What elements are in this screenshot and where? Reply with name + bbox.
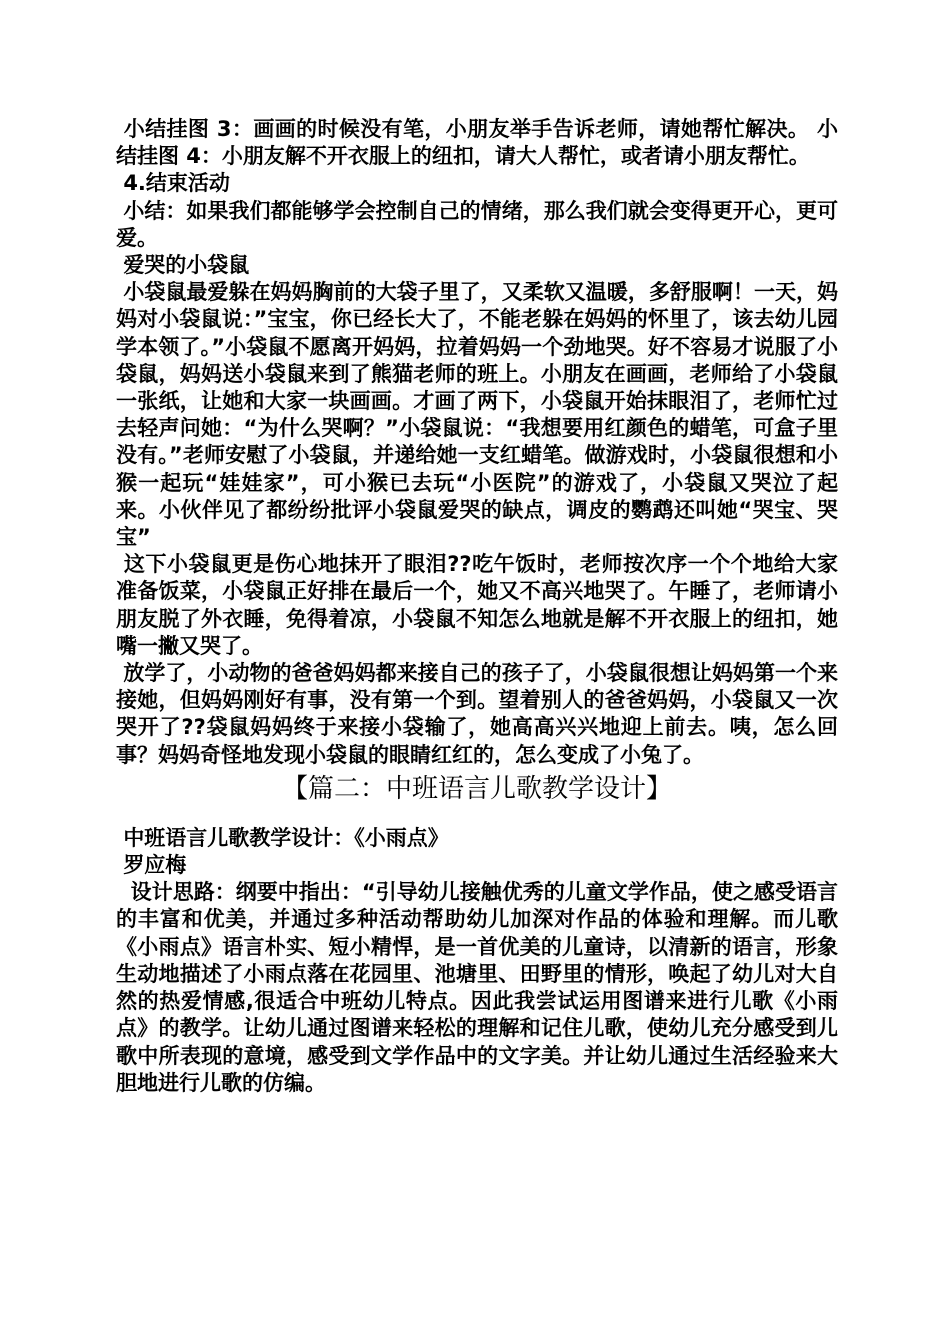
document-page: [116, 116, 838, 1097]
story-paragraph-2: 这下小袋鼠更是伤心地抹开了眼泪??吃午饭时，老师按次序一个个地给大家准备饭菜，小袋鼠正好排在最后一个，她又不高兴地哭了。午睡了，老师请小朋友脱了外衣睡，免得着凉，小袋鼠不知怎么地就是解不开衣服上的纽扣，她嘴一撇又哭了。: [116, 552, 838, 658]
paragraph-summary-charts: 小结挂图 3：画画的时候没有笔，小朋友举手告诉老师，请她帮忙解决。 小结挂图 4：小朋友解不开衣服上的纽扣，请大人帮忙，或者请小朋友帮忙。: [116, 117, 839, 169]
story-paragraph-1: 小袋鼠最爱躲在妈妈胸前的大袋子里了，又柔软又温暖，多舒服啊！一天，妈妈对小袋鼠说：”宝宝，你已经长大了，不能老躲在妈妈的怀里了，该去幼儿园学本领了。”小袋鼠不愿离开妈妈，拉着妈妈一个劲地哭。好不容易才说服了小袋鼠，妈妈送小袋鼠来到了熊猫老师的班上。小朋友在画画，老师给了小袋鼠一张纸，让她和大家一块画画。才画了两下，小袋鼠开始抹眼泪了，老师忙过去轻声问她：“为什么哭啊？”小袋鼠说：“我想要用红颜色的蜡笔，可盒子里没有。”老师安慰了小袋鼠，并递给她一支红蜡笔。做游戏时，小袋鼠很想和小猴一起玩“娃娃家”，可小猴已去玩“小医院”的游戏了，小袋鼠又哭泣了起来。小伙伴见了都纷纷批评小袋鼠爱哭的缺点，调皮的鹦鹉还叫她“哭宝、哭宝”: [116, 280, 839, 550]
story-paragraph-3: 放学了，小动物的爸爸妈妈都来接自己的孩子了，小袋鼠很想让妈妈第一个来接她，但妈妈刚好有事，没有第一个到。望着别人的爸爸妈妈，小袋鼠又一次哭开了??袋鼠妈妈终于来接小袋输了，她高高兴兴地迎上前去。咦，怎么回事？妈妈奇怪地发现小袋鼠的眼睛红红的，怎么变成了小兔了。: [116, 661, 839, 767]
story-title: 爱哭的小袋鼠: [116, 253, 250, 278]
paragraph-summary: 小结：如果我们都能够学会控制自己的情绪，那么我们就会变得更开心，更可爱。: [116, 198, 839, 250]
section-heading: 【篇二：中班语言儿歌教学设计】: [281, 773, 672, 804]
design-idea-paragraph: 设计思路：纲要中指出：“引导幼儿接触优秀的儿童文学作品，使之感受语言的丰富和优美，并通过多种活动帮助幼儿加深对作品的体验和理解。而儿歌《小雨点》语言朴实、短小精悍，是一首优美的儿童诗，以清新的语言，形象生动地描述了小雨点落在花园里、池塘里、田野里的情形，唤起了幼儿对大自然的热爱情感,很适合中班幼儿特点。因此我尝试运用图谱来进行儿歌《小雨点》的教学。让幼儿通过图谱来轻松的理解和记住儿歌，使幼儿充分感受到儿歌中所表现的意境，感受到文学作品中的文字美。并让幼儿通过生活经验来大胆地进行儿歌的仿编。: [116, 880, 838, 1095]
lesson-title: 中班语言儿歌教学设计：《小雨点》: [116, 825, 449, 850]
paragraph-end-activity: 4.结束活动: [116, 171, 230, 196]
author-name: 罗应梅: [116, 853, 187, 878]
